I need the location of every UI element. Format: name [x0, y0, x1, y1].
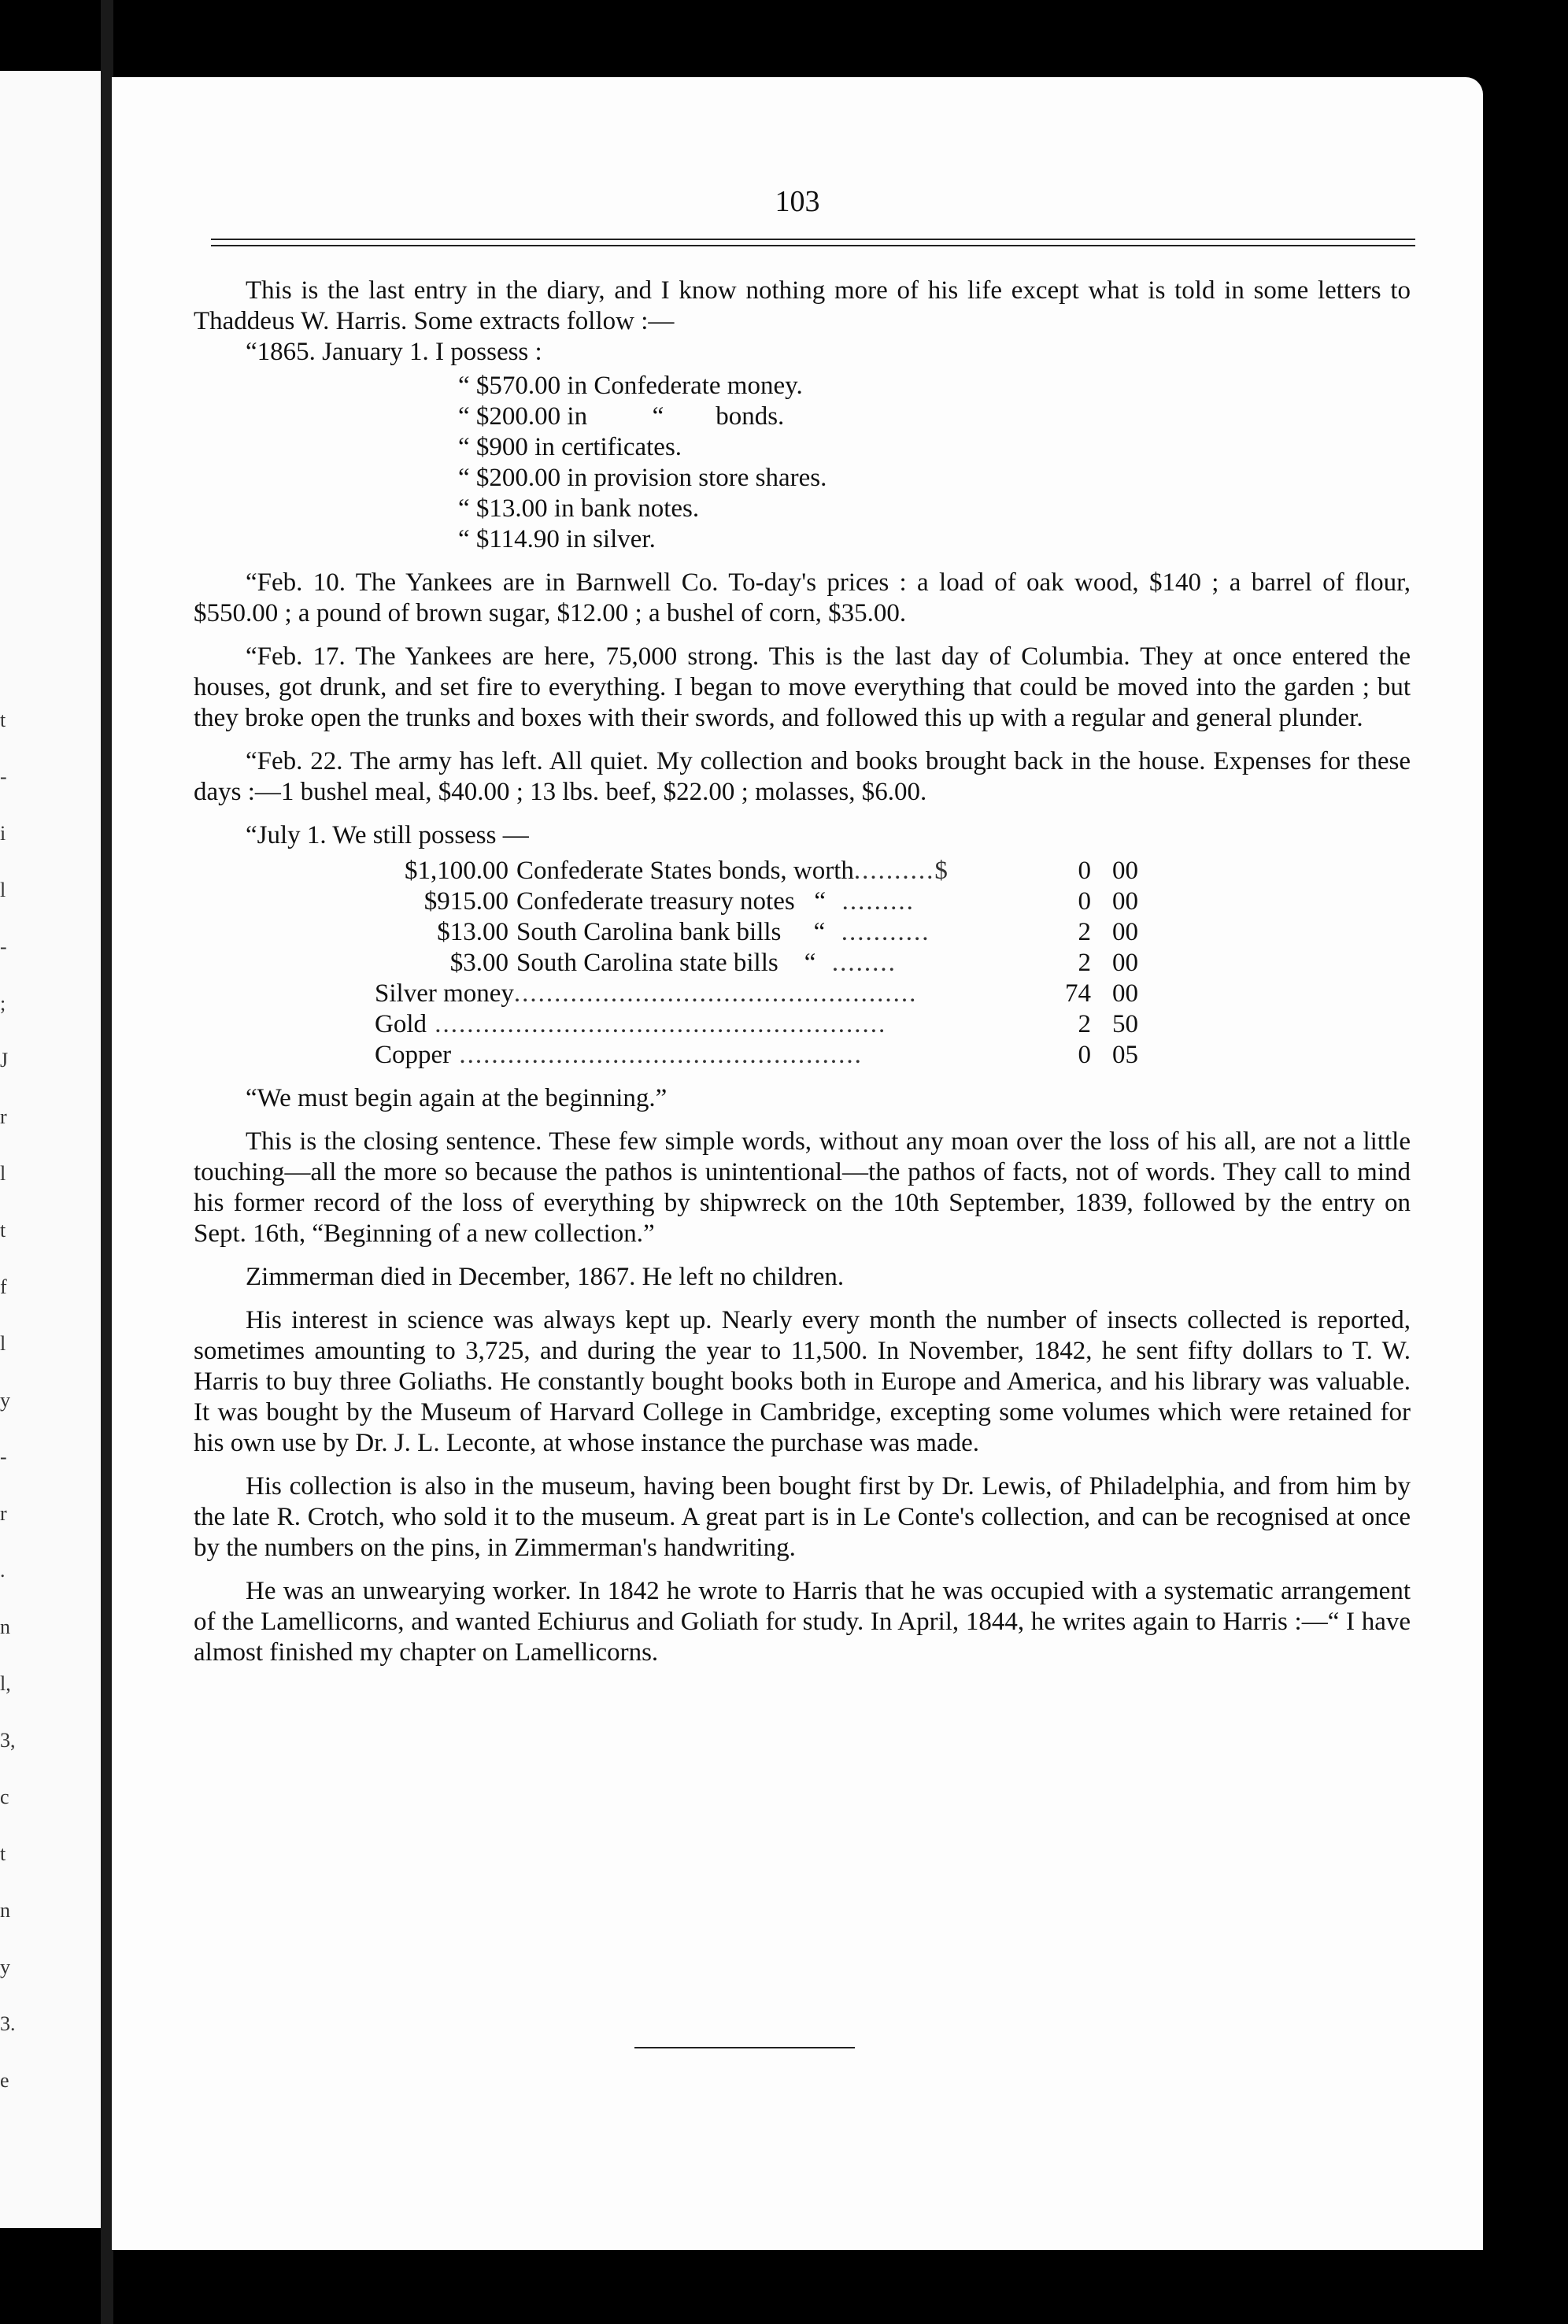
left-page-fragment: t — [0, 1842, 6, 1865]
begin-again-quote: “We must begin again at the beginning.” — [246, 1084, 668, 1112]
left-page-fragment: l — [0, 1332, 6, 1355]
ledger-item: Confederate treasury notes “ — [516, 887, 827, 916]
ledger-dollars: 2 — [1078, 1010, 1091, 1038]
left-page-fragment: t — [0, 1219, 6, 1242]
entry-feb-10: “Feb. 10. The Yankees are in Barnwell Co. To-day's prices : a load of oak wood, $140 ; a barrel of flour, $550.00 ; a pound of brown sugar, $12.00 ; a bushel of corn, $35.00. — [194, 568, 1411, 627]
entry-feb-17: “Feb. 17. The Yankees are here, 75,000 strong. This is the last day of Columbia. They at once entered the houses, got drunk, and set fire to everything. I began to move everything that could be moved into the garden ; but they broke open the trunks and boxes with their swords, and followed this up with a regular and general plunder. — [194, 642, 1411, 732]
intro-paragraph: This is the last entry in the diary, and I know nothing more of his life except what is told in some letters to Thaddeus W. Harris. Some extracts follow :— — [194, 276, 1411, 335]
death-paragraph: Zimmerman died in December, 1867. He left no children. — [246, 1263, 845, 1291]
ledger-leader-dots: ........... — [825, 918, 930, 946]
ledger-amount: $3.00 — [449, 949, 508, 977]
ledger-item: Silver money — [375, 979, 514, 1008]
left-page-fragment: c — [0, 1786, 9, 1808]
ledger-item: South Carolina state bills “ — [516, 949, 816, 977]
header-rule-top — [211, 239, 1415, 240]
ledger-item-wrap — [516, 917, 1044, 948]
holding-item: “ $900 in certificates. — [458, 433, 682, 461]
ledger-dollars: 0 — [1078, 857, 1091, 885]
left-page-edge — [0, 71, 101, 2228]
ledger-item: South Carolina bank bills “ — [516, 918, 826, 946]
ledger-item-wrap — [375, 1009, 1044, 1040]
left-page-fragment: 3, — [0, 1729, 16, 1752]
left-page-fragment: i — [0, 822, 6, 845]
entry-july-1: “July 1. We still possess — — [246, 821, 529, 849]
ledger-item-wrap — [516, 856, 1044, 886]
ledger-row — [375, 1040, 1138, 1071]
page-number: 103 — [775, 185, 820, 218]
left-page-fragment: J — [0, 1049, 9, 1071]
science-paragraph: His interest in science was always kept up. Nearly every month the number of insects collected is reported, sometimes amounting to 3,725, and during the year to 11,500. In November, 1842, he sent fifty dollars to T. W. Harris to buy three Goliaths. He constantly bought books both in Europe and America, and his library was valuable. It was bought by the Museum of Harvard College in Cambridge, excepting some volumes which were retained for his own use by Dr. J. L. Leconte, at whose instance the purchase was made. — [194, 1306, 1411, 1457]
left-page-fragment: l — [0, 1162, 6, 1185]
left-page-fragment: ; — [0, 992, 6, 1015]
left-page-fragment: y — [0, 1956, 10, 1978]
left-page-fragment: l, — [0, 1672, 11, 1695]
ledger-cents: 00 — [1112, 918, 1138, 946]
ledger-leader-dots: .................................................. — [513, 979, 918, 1008]
header-rule-bottom — [211, 245, 1415, 246]
left-page-fragment: - — [0, 765, 7, 788]
ledger-leader-dots: ........ — [815, 949, 897, 977]
ledger-amount: $1,100.00 — [405, 857, 508, 885]
ledger-item: Gold — [375, 1010, 427, 1038]
book-page — [112, 77, 1483, 2250]
closing-paragraph: This is the closing sentence. These few simple words, without any moan over the loss of his all, are not a little touching—all the more so because the pathos is unintentional—the pathos of facts, not of words. They call to mind his former record of the loss of everything by shipwreck on the 10th September, 1839, followed by the entry on Sept. 16th, “Beginning of a new collection.” — [194, 1127, 1411, 1248]
ledger-item-wrap — [516, 886, 1044, 917]
left-page-fragment: 3. — [0, 2012, 16, 2035]
left-page-fragment: e — [0, 2069, 9, 2092]
entry-feb-22: “Feb. 22. The army has left. All quiet. My collection and books brought back in the house. Expenses for these days :—1 bushel meal, $40.00 ; 13 lbs. beef, $22.00 ; molasses, $6.00. — [194, 747, 1411, 806]
ledger-cents: 50 — [1112, 1010, 1138, 1038]
ledger-row — [375, 948, 1138, 979]
holding-item: “ $200.00 in provision store shares. — [458, 464, 827, 492]
holding-item: “ $570.00 in Confederate money. — [458, 372, 803, 400]
left-page-fragment: f — [0, 1275, 7, 1298]
ledger-row — [375, 886, 1138, 917]
left-page-fragment: n — [0, 1615, 10, 1638]
ledger-item-wrap — [516, 948, 1044, 979]
worker-paragraph: He was an unwearying worker. In 1842 he wrote to Harris that he was occupied with a systematic arrangement of the Lamellicorns, and wanted Echiurus and Goliath for study. In April, 1844, he writes again to Harris :—“ I have almost finished my chapter on Lamellicorns. — [194, 1577, 1411, 1667]
holding-item: “ $200.00 in “ bonds. — [458, 402, 785, 431]
ledger-cents: 05 — [1112, 1041, 1138, 1069]
ledger-cents: 00 — [1112, 949, 1138, 977]
holding-item: “ $13.00 in bank notes. — [458, 494, 700, 523]
ledger-item-wrap — [375, 979, 1044, 1009]
collection-paragraph: His collection is also in the museum, having been bought first by Dr. Lewis, of Philadelphia, and from him by the late R. Crotch, who sold it to the museum. A great part is in Le Conte's collection, and can be recognised at once by the numbers on the pins, in Zimmerman's handwriting. — [194, 1472, 1411, 1562]
page-body — [194, 276, 1411, 1668]
ledger-row — [375, 1009, 1138, 1040]
ledger-dollars: 74 — [1065, 979, 1091, 1008]
ledger-dollars: 2 — [1078, 949, 1091, 977]
ledger-cents: 00 — [1112, 979, 1138, 1008]
left-page-fragment: r — [0, 1105, 7, 1128]
left-page-fragment: - — [0, 935, 7, 958]
left-page-fragment: - — [0, 1445, 7, 1468]
end-rule — [634, 2047, 855, 2048]
entry-1865: “1865. January 1. I possess : — [246, 338, 542, 366]
left-page-fragment: t — [0, 709, 6, 731]
ledger-item-wrap — [375, 1040, 1044, 1071]
ledger-cents: 00 — [1112, 887, 1138, 916]
ledger-leader-dots: ......... — [826, 887, 915, 916]
ledger-item: Copper — [375, 1041, 452, 1069]
ledger-row — [375, 856, 1138, 886]
ledger-leader-dots: ........................................................ — [427, 1010, 887, 1038]
left-page-fragment: r — [0, 1502, 7, 1525]
ledger-row — [375, 979, 1138, 1009]
ledger-dollars: 0 — [1078, 887, 1091, 916]
ledger-leader-dots: ..........$ — [853, 857, 949, 885]
possessions-ledger — [375, 856, 1138, 1071]
holding-item: “ $114.90 in silver. — [458, 525, 656, 553]
ledger-amount: $915.00 — [423, 887, 508, 916]
ledger-row — [375, 917, 1138, 948]
left-page-fragment: . — [0, 1559, 6, 1582]
ledger-item: Confederate States bonds, worth — [516, 857, 854, 885]
ledger-leader-dots: .................................................. — [451, 1041, 863, 1069]
left-page-fragment: l — [0, 879, 6, 901]
left-page-fragment: n — [0, 1899, 10, 1922]
holdings-list — [458, 371, 1411, 555]
ledger-cents: 00 — [1112, 857, 1138, 885]
left-page-fragment: y — [0, 1389, 10, 1412]
ledger-amount: $13.00 — [437, 918, 508, 946]
ledger-dollars: 0 — [1078, 1041, 1091, 1069]
ledger-dollars: 2 — [1078, 918, 1091, 946]
